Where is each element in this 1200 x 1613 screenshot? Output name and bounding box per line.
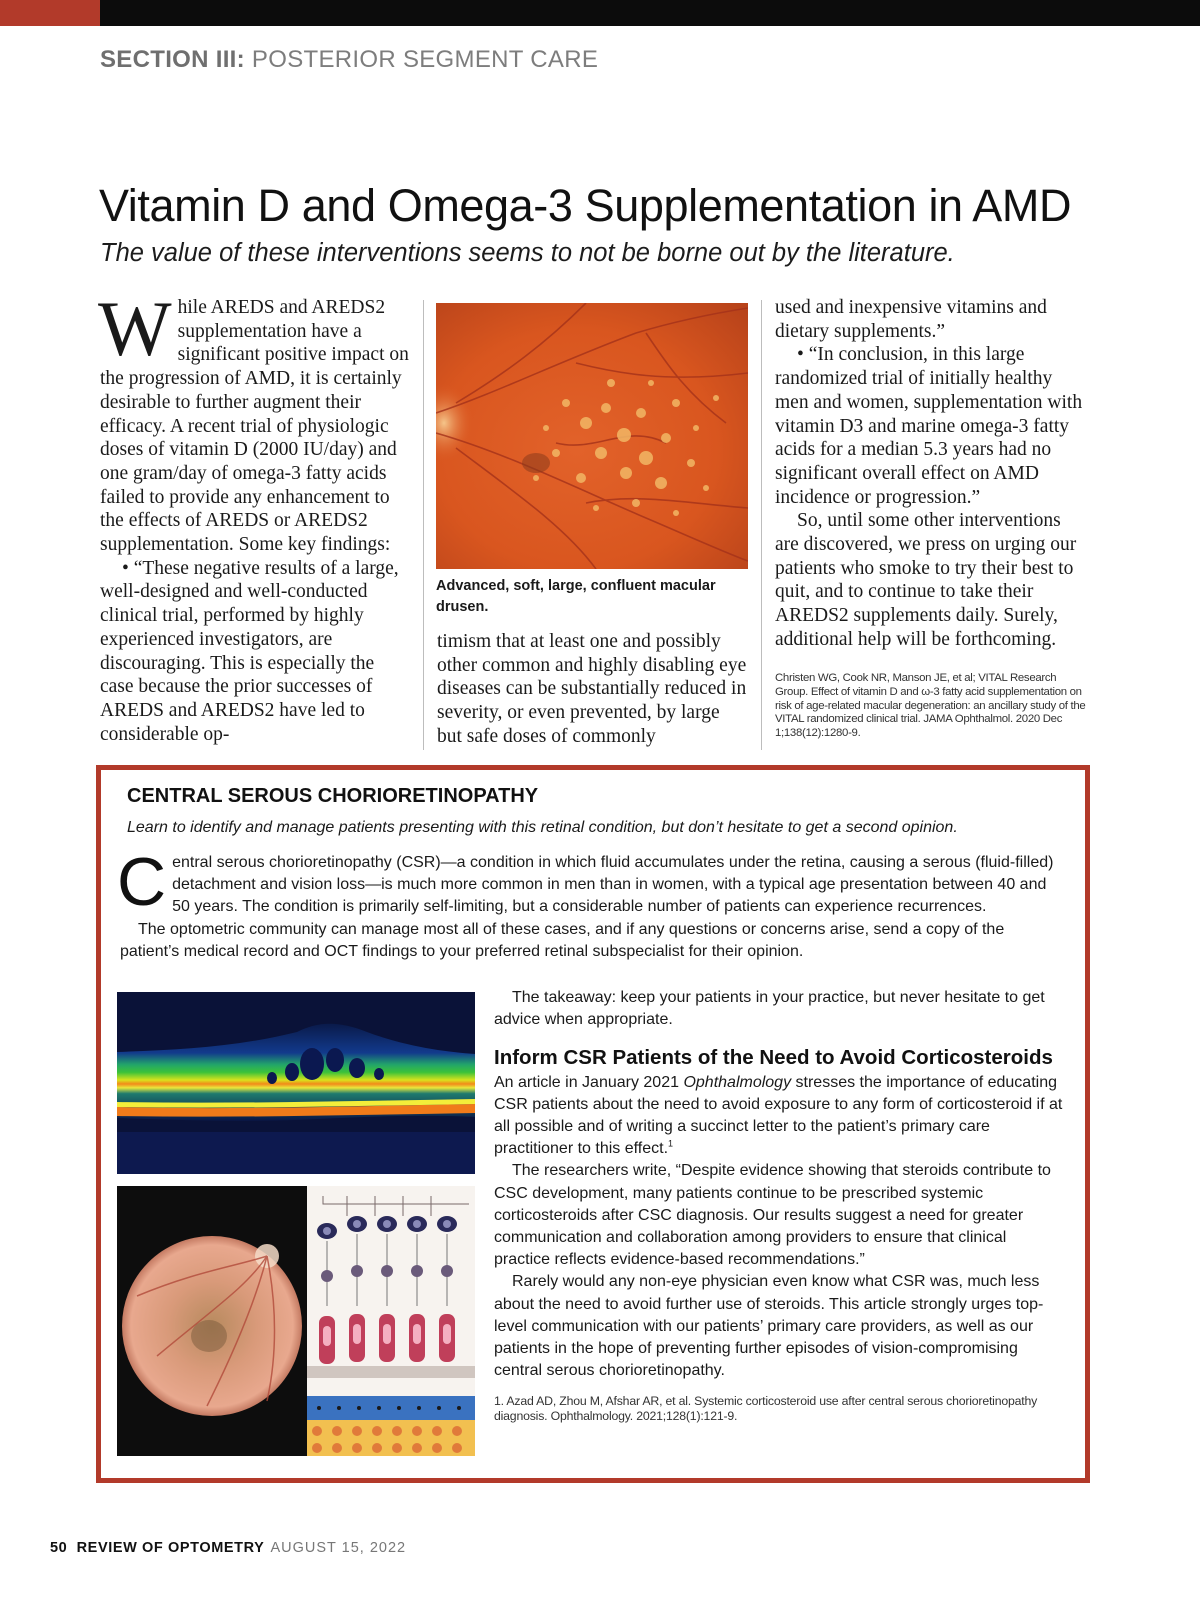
article-bullet-1a: • “These negative results of a large, well-designed and well-conducted clinical trial, performed by highly experienced investigators, are discouraging. This is especially the case because the prior successes of AREDS and AREDS2 have led to considerable op-	[100, 557, 399, 745]
sidebar-paragraph-6: Rarely would any non-eye physician even know what CSR was, much less about the need to avoid further use of steroids. This article strongly urges top-level communication with our patients’ primary care providers, as well as our patients in the hope of preventing further episodes of vision-compromising central serous chorioretinopathy.	[494, 1273, 1044, 1380]
section-label: SECTION III:	[100, 46, 245, 73]
article-subtitle: The value of these interventions seems to not be borne out by the literature.	[100, 239, 955, 267]
article-intro-paragraph: hile AREDS and AREDS2 supplementation have a significant positive impact on the progression of AMD, it is certainly desirable to further augment their efficacy. A recent trial of physiologic doses of vitamin D (2000 IU/day) and one gram/day of omega-3 fatty acids failed to provide any enhancement to the effects of AREDS or AREDS2 supplementation. Some key findings:	[100, 297, 409, 556]
footnote-marker: 1	[668, 1138, 674, 1149]
article-title: Vitamin D and Omega-3 Supplementation in AMD	[99, 180, 1072, 231]
sidebar-right-column	[494, 987, 1066, 1424]
article-closing-paragraph: So, until some other interventions are discovered, we press on urging our patients who smoke to try their best to quit, and to continue to take their AREDS2 supplements daily. Surely, additional help will be forthcoming.	[775, 510, 1077, 650]
sidebar-paragraph-4-b: stresses the importance of educating CSR patients about the need to avoid exposure to any form of corticosteroid if at all possible and of writing a succinct letter to the patient’s primary care practitioner to this effect.	[494, 1073, 1063, 1158]
article-dropcap: W	[98, 285, 172, 372]
page-number: 50	[50, 1540, 68, 1556]
page-footer	[50, 1540, 406, 1556]
sidebar-paragraph-4	[494, 1072, 1066, 1161]
sidebar-reference: 1. Azad AD, Zhou M, Afshar AR, et al. Systemic corticosteroid use after central serous chorioretinopathy diagnosis. Ophthalmology. 2021;128(1):121-9.	[494, 1394, 1038, 1424]
sidebar-paragraph-3: The takeaway: keep your patients in your practice, but never hesitate to get advice when appropriate.	[494, 989, 1045, 1029]
sidebar-title: CENTRAL SEROUS CHORIORETINOPATHY	[127, 785, 539, 807]
top-bar-accent	[0, 0, 100, 26]
article-bullet-1c: used and inexpensive vitamins and dietary supplements.”	[775, 297, 1047, 342]
issue-date: AUGUST 15, 2022	[270, 1540, 407, 1556]
article-bullet-1b: timism that at least one and possibly other common and highly disabling eye diseases can be substantially reduced in severity, or even prevented, by large but safe doses of commonly	[437, 631, 747, 747]
article-column-1	[98, 285, 411, 746]
article-column-3	[775, 296, 1085, 652]
sidebar-subtitle: Learn to identify and manage patients presenting with this retinal condition, but don’t hesitate to get a second opinion.	[127, 819, 958, 836]
sidebar-intro	[117, 844, 1060, 963]
figure-caption: Advanced, soft, large, confluent macular drusen.	[436, 578, 716, 615]
sidebar-paragraph-2: The optometric community can manage most all of these cases, and if any questions or concerns arise, send a copy of the patient’s medical record and OCT findings to your preferred retinal subspecialist for their opinion.	[120, 920, 1005, 960]
article-column-2	[437, 630, 747, 749]
fundus-and-retina-diagram	[117, 1186, 475, 1456]
section-name: POSTERIOR SEGMENT CARE	[244, 46, 599, 73]
journal-name: Ophthalmology	[683, 1073, 792, 1091]
publication-name: REVIEW OF OPTOMETRY	[76, 1540, 265, 1556]
sidebar-paragraph-4-a: An article in January 2021	[494, 1073, 684, 1091]
oct-scan-image	[117, 992, 475, 1174]
article-reference: Christen WG, Cook NR, Manson JE, et al; VITAL Research Group. Effect of vitamin D and ω-3 fatty acid supplementation on risk of age-related macular degeneration: an ancillary study of the VITAL randomized clinical trial. JAMA Ophthalmol. 2020 Dec 1;138(12):1280-9.	[775, 672, 1086, 740]
top-bar	[0, 0, 1200, 26]
sidebar-paragraph-1: entral serous chorioretinopathy (CSR)—a condition in which fluid accumulates under the retina, causing a serous (fluid-filled) detachment and vision loss—is much more common in men than in women, with a typical age presentation between 40 and 50 years. The condition is primarily self-limiting, but a considerable number of patients can experience recurrences.	[172, 854, 1054, 916]
article-bullet-2: • “In conclusion, in this large randomized trial of initially healthy men and women, supplementation with vitamin D3 and marine omega-3 fatty acids for a median 5.3 years had no significant overall effect on AMD incidence or progression.”	[775, 344, 1083, 508]
macular-drusen-photo	[436, 303, 748, 569]
sidebar-paragraph-5: The researchers write, “Despite evidence showing that steroids contribute to CSC development, many patients continue to be prescribed systemic corticosteroids after CSC diagnosis. Our results suggest a need for greater communication and collaboration among providers to ensure that clinical practice reflects evidence-based recommendations.”	[494, 1162, 1051, 1269]
column-divider-1	[423, 300, 424, 750]
sidebar-dropcap: C	[117, 844, 167, 920]
sidebar-heading: Inform CSR Patients of the Need to Avoid Corticosteroids	[494, 1046, 1053, 1070]
section-header	[100, 46, 598, 74]
column-divider-2	[761, 300, 762, 750]
